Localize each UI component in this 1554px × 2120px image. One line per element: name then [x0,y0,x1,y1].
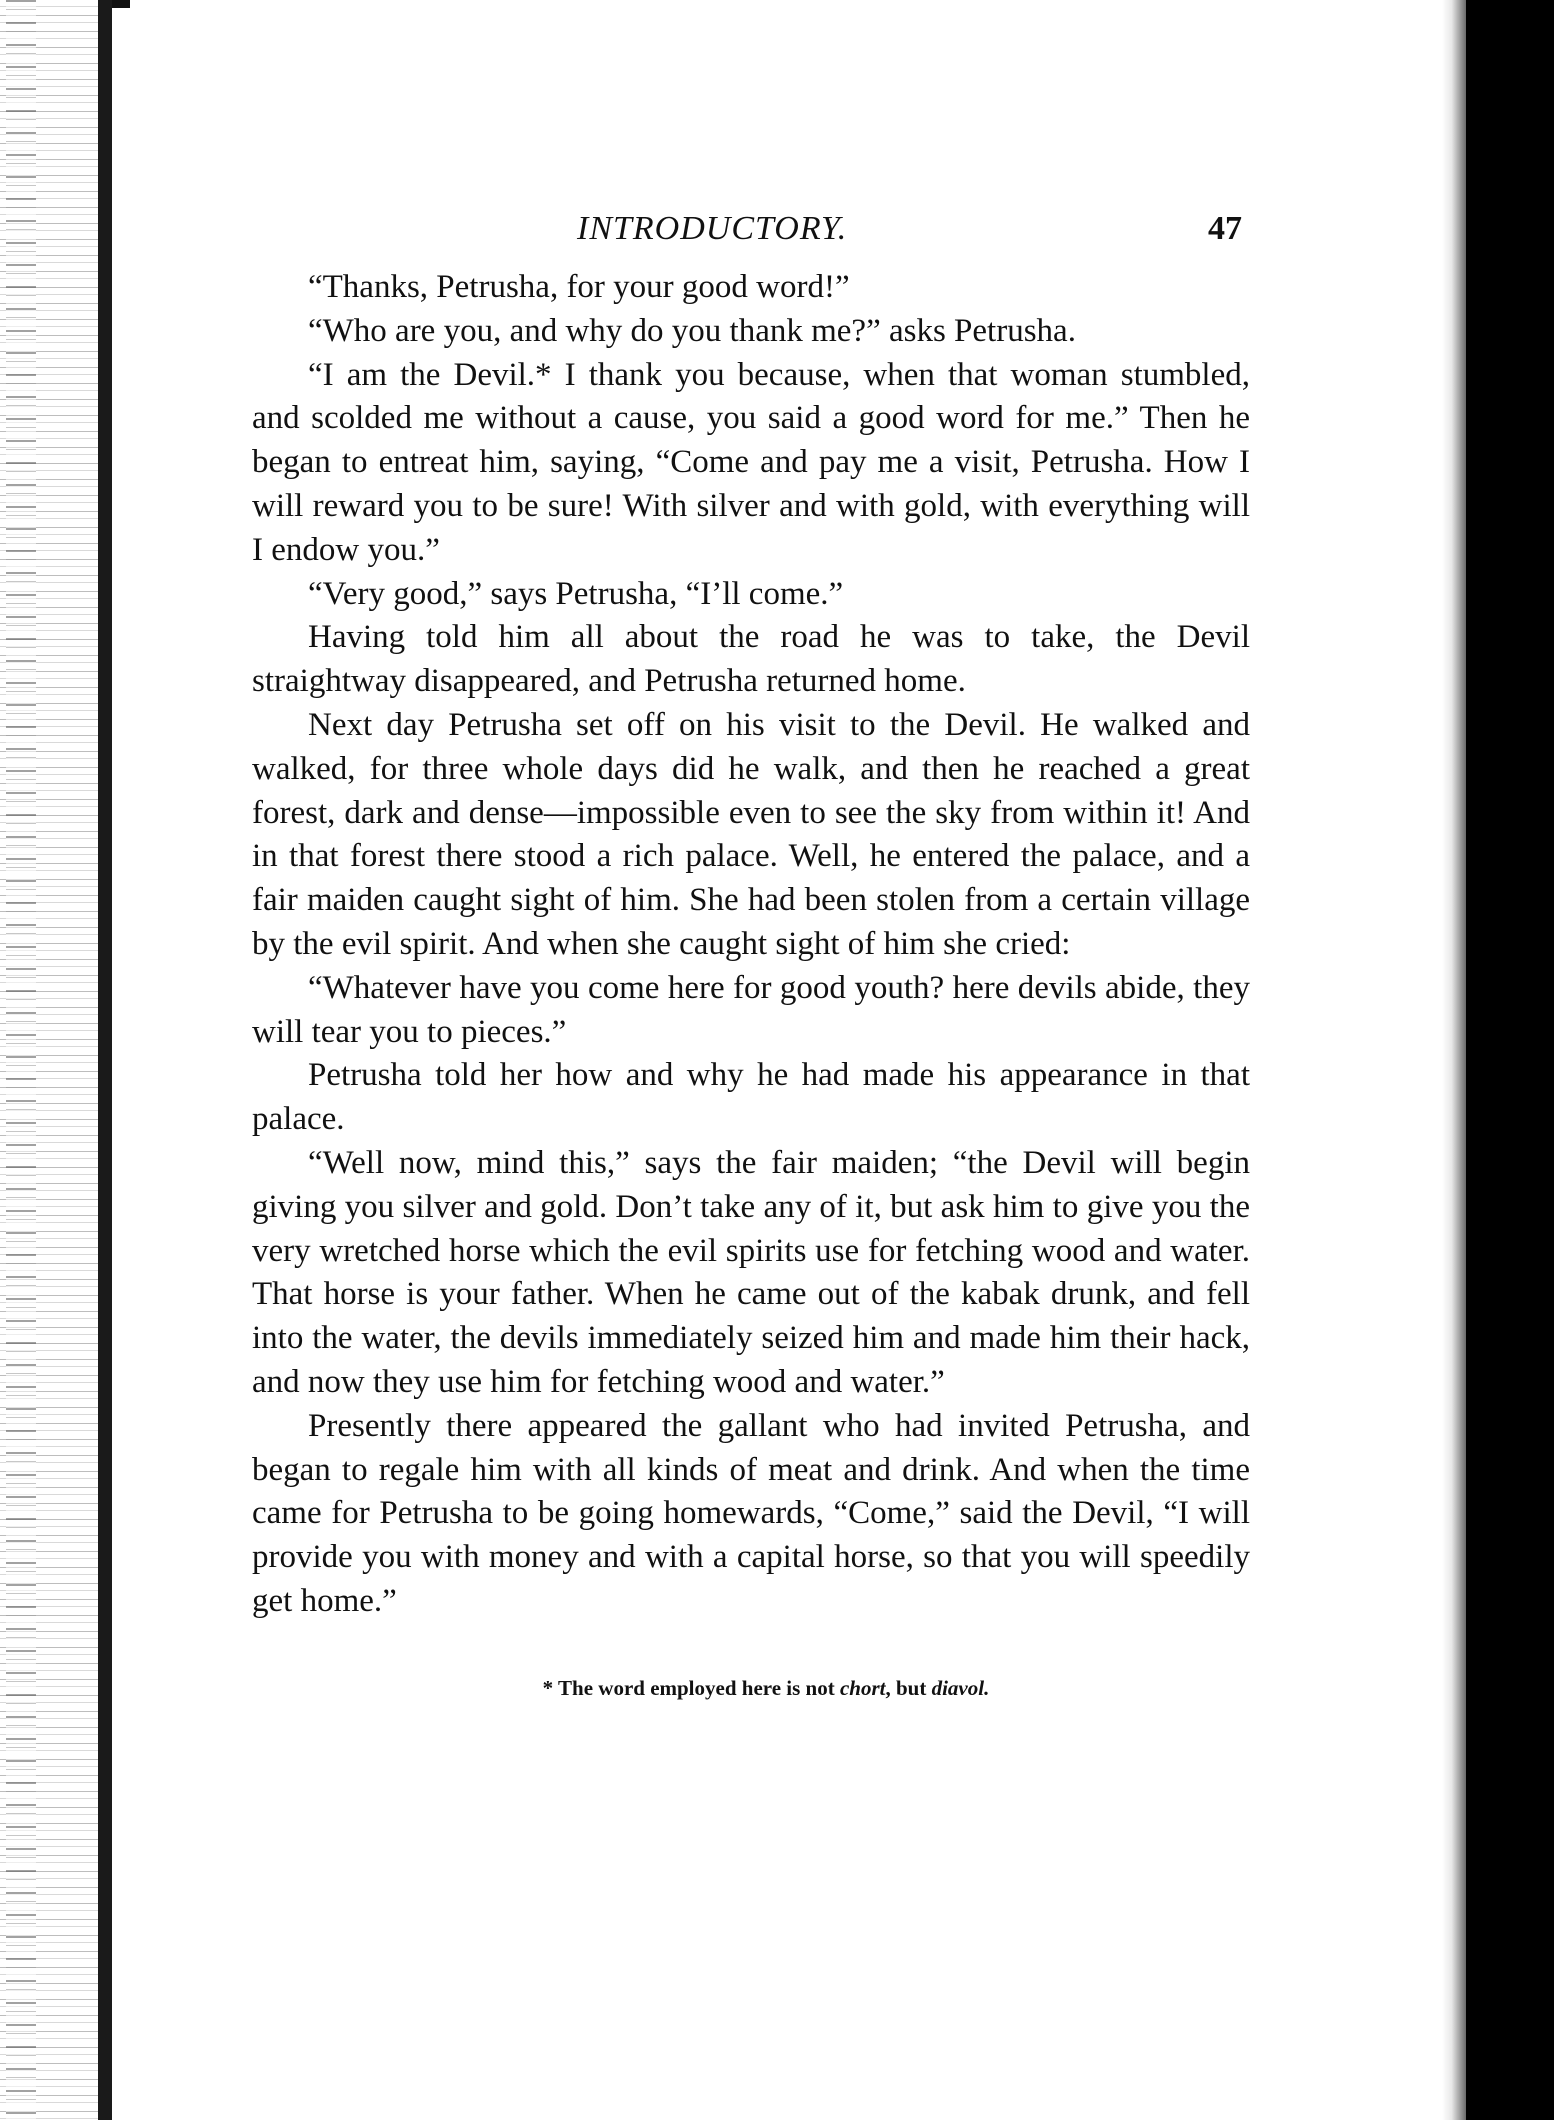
left-scan-edge [0,0,112,2120]
right-scan-edge [1466,0,1554,2120]
paragraph-6: Next day Petrusha set off on his visit to the Devil. He walked and walked, for three whole days did he walk, and then he reached a great forest, dark and dense—impossible even to see the sky from within it! And in that forest there stood a rich palace. Well, he entered the palace, and a fair maiden caught sight of him. She had been stolen from a certain village by the evil spirit. And when she caught sight of him she cried: [252,706,1250,962]
running-head [252,196,1250,266]
page-content [252,196,1250,1701]
body-text [252,266,1250,1624]
footnote [252,1676,1250,1701]
paragraph-9: “Well now, mind this,” says the fair maiden; “the Devil will begin giving you silver and gold. Don’t take any of it, but ask him to give you the very wretched horse which the evil spirits use for fetching wood and water. That horse is your father. When he came out of the kabak drunk, and fell into the water, the devils immediately seized him and made him their hack, and now they use him for fetching wood and water.” [252,1144,1250,1400]
footnote-text-before: The word employed here is not [558,1675,835,1700]
footnote-term-diavol: diavol. [931,1675,990,1700]
paragraph-3: “I am the Devil.* I thank you because, when that woman stumbled, and scolded me without a cause, you said a good word for me.” Then he began to entreat him, saying, “Come and pay me a visit, Petrusha. How I will reward you to be sure! With silver and with gold, with everything will I endow you.” [252,356,1250,568]
top-corner-mark [112,0,130,8]
paragraph-10: Presently there appeared the gallant who had invited Petrusha, and began to regale him with all kinds of meat and drink. And when the time came for Petrusha to be going homewards, “Come,” said the Devil, “I will provide you with money and with a capital horse, so that you will speedily get home.” [252,1407,1250,1619]
paragraph-1: “Thanks, Petrusha, for your good word!” [308,269,850,305]
left-edge-texture [6,0,36,2120]
right-page-shadow [1442,0,1466,2120]
paragraph-7: “Whatever have you come here for good youth? here devils abide, they will tear you to pieces.” [252,969,1250,1050]
footnote-term-chort: chort [839,1675,886,1700]
paragraph-4: “Very good,” says Petrusha, “I’ll come.” [308,575,844,612]
page-number: 47 [1208,210,1242,247]
footnote-mark: * [542,1675,554,1700]
paragraph-8: Petrusha told her how and why he had made his appearance in that palace. [252,1057,1250,1138]
paragraph-2: “Who are you, and why do you thank me?” asks Petrusha. [308,312,1076,349]
footnote-text-middle: , but [885,1675,927,1700]
running-head-title: INTRODUCTORY. [577,210,848,247]
paragraph-5: Having told him all about the road he was to take, the Devil straightway disappeared, and Petrusha returned home. [252,619,1250,700]
